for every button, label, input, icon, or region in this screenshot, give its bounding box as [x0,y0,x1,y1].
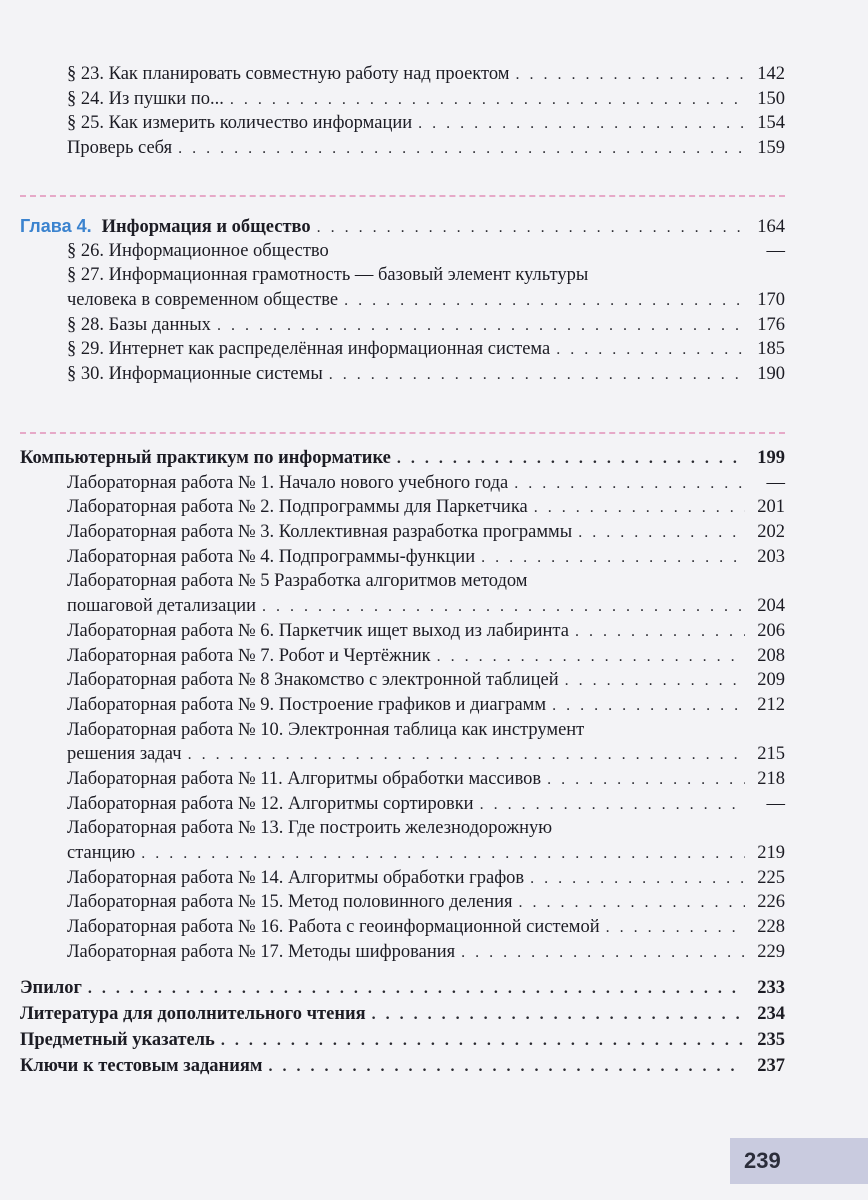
toc-entry[interactable] [20,136,785,161]
lab-page: — [745,792,785,817]
lab-title: Лабораторная работа № 6. Паркетчик ищет выход из лабиринта [67,619,575,644]
entry-title: § 26. Информационное общество [67,239,335,264]
lab-entry-line1[interactable] [20,569,785,594]
lab-title: Лабораторная работа № 4. Подпрограммы-функции [67,545,481,570]
toc-entry-line2[interactable] [20,288,785,313]
lab-page: 202 [745,520,785,545]
lab-list [20,471,785,965]
section-divider [20,195,785,197]
lab-title: Лабораторная работа № 3. Коллективная разработка программы [67,520,578,545]
toc-backmatter [20,975,785,1079]
lab-entry[interactable] [20,767,785,792]
toc-entry[interactable] [20,337,785,362]
lab-title: станцию [67,841,141,866]
lab-title-line1: Лабораторная работа № 13. Где построить железнодорожную [67,818,553,839]
lab-title-line1: Лабораторная работа № 5 Разработка алгоритмов методом [67,571,528,592]
entry-title: § 28. Базы данных [67,313,217,338]
lab-title: Лабораторная работа № 15. Метод половинного деления [67,890,519,915]
lab-page: 218 [745,767,785,792]
toc-entry[interactable] [20,239,785,264]
lab-entry[interactable] [20,742,785,767]
entry-title: § 24. Из пушки по... [67,87,230,112]
entry-page: 170 [745,288,785,313]
lab-entry[interactable] [20,520,785,545]
entry-title: § 30. Информационные системы [67,362,329,387]
toc-entry-line1[interactable] [20,263,785,288]
backmatter-entry[interactable] [20,975,785,1001]
lab-entry[interactable] [20,792,785,817]
chapter-heading[interactable] [20,214,785,239]
lab-entry[interactable] [20,915,785,940]
lab-entry[interactable] [20,619,785,644]
entry-title: Предметный указатель [20,1027,221,1053]
lab-entry[interactable] [20,594,785,619]
toc-entry[interactable] [20,111,785,136]
entry-page: 150 [745,87,785,112]
chapter-title: Информация и общество [101,217,311,237]
lab-entry-line1[interactable] [20,718,785,743]
lab-title: Лабораторная работа № 1. Начало нового учебного года [67,471,514,496]
lab-entry[interactable] [20,841,785,866]
lab-entry[interactable] [20,545,785,570]
lab-entry[interactable] [20,668,785,693]
entry-title: Ключи к тестовым заданиям [20,1053,268,1079]
entry-page: 154 [745,111,785,136]
backmatter-entry[interactable] [20,1053,785,1079]
lab-page: 225 [745,866,785,891]
section-divider [20,432,785,434]
lab-page: 203 [745,545,785,570]
entry-page: 235 [745,1027,785,1053]
toc-practicum [20,446,785,964]
lab-page: 226 [745,890,785,915]
toc-entry[interactable] [20,362,785,387]
lab-page: 201 [745,495,785,520]
lab-page: 209 [745,668,785,693]
lab-title: решения задач [67,742,188,767]
toc-entry[interactable] [20,62,785,87]
entry-title: человека в современном обществе [67,288,344,313]
entry-title: Проверь себя [67,136,178,161]
lab-page: 206 [745,619,785,644]
lab-page: 204 [745,594,785,619]
entry-page: 190 [745,362,785,387]
lab-page: 219 [745,841,785,866]
entry-page: — [745,239,785,264]
entry-title: Эпилог [20,975,88,1001]
toc-section-1 [20,62,785,161]
practicum-heading[interactable] [20,446,785,471]
lab-title: Лабораторная работа № 7. Робот и Чертёжник [67,644,437,669]
lab-title: Лабораторная работа № 9. Построение графиков и диаграмм [67,693,552,718]
entry-page: 142 [745,62,785,87]
lab-page: 229 [745,940,785,965]
entry-page: 176 [745,313,785,338]
lab-page: 208 [745,644,785,669]
toc-chapter-4 [20,214,785,387]
entry-page: 159 [745,136,785,161]
lab-page: — [745,471,785,496]
lab-title-line1: Лабораторная работа № 10. Электронная таблица как инструмент [67,719,585,740]
toc-entry[interactable] [20,87,785,112]
entry-title: § 23. Как планировать совместную работу над проектом [67,62,515,87]
lab-entry[interactable] [20,495,785,520]
page-number: 239 [730,1138,868,1184]
lab-entry-line1[interactable] [20,816,785,841]
lab-title: Лабораторная работа № 12. Алгоритмы сортировки [67,792,480,817]
lab-title: Лабораторная работа № 8 Знакомство с электронной таблицей [67,668,565,693]
backmatter-entry[interactable] [20,1027,785,1053]
lab-title: пошаговой детализации [67,594,262,619]
lab-entry[interactable] [20,693,785,718]
chapter-label: Глава 4. [20,216,92,236]
lab-entry[interactable] [20,644,785,669]
lab-entry[interactable] [20,866,785,891]
entry-page: 234 [745,1001,785,1027]
practicum-title: Компьютерный практикум по информатике [20,446,397,471]
lab-page: 212 [745,693,785,718]
lab-page: 215 [745,742,785,767]
entry-page: 237 [745,1053,785,1079]
lab-title: Лабораторная работа № 14. Алгоритмы обработки графов [67,866,530,891]
backmatter-entry[interactable] [20,1001,785,1027]
entry-title-line1: § 27. Информационная грамотность — базовый элемент культуры [67,265,589,286]
practicum-page: 199 [745,446,785,471]
lab-entry[interactable] [20,890,785,915]
entry-title: § 25. Как измерить количество информации [67,111,418,136]
lab-entry[interactable] [20,940,785,965]
entry-page: 185 [745,337,785,362]
toc-entry[interactable] [20,313,785,338]
entry-title: Литература для дополнительного чтения [20,1001,372,1027]
lab-page: 228 [745,915,785,940]
lab-title: Лабораторная работа № 11. Алгоритмы обработки массивов [67,767,547,792]
entry-page: 233 [745,975,785,1001]
lab-title: Лабораторная работа № 2. Подпрограммы для Паркетчика [67,495,534,520]
chapter-page: 164 [745,215,785,240]
entry-title: § 29. Интернет как распределённая информационная система [67,337,556,362]
lab-entry[interactable] [20,471,785,496]
lab-title: Лабораторная работа № 16. Работа с геоинформационной системой [67,915,606,940]
lab-title: Лабораторная работа № 17. Методы шифрования [67,940,461,965]
